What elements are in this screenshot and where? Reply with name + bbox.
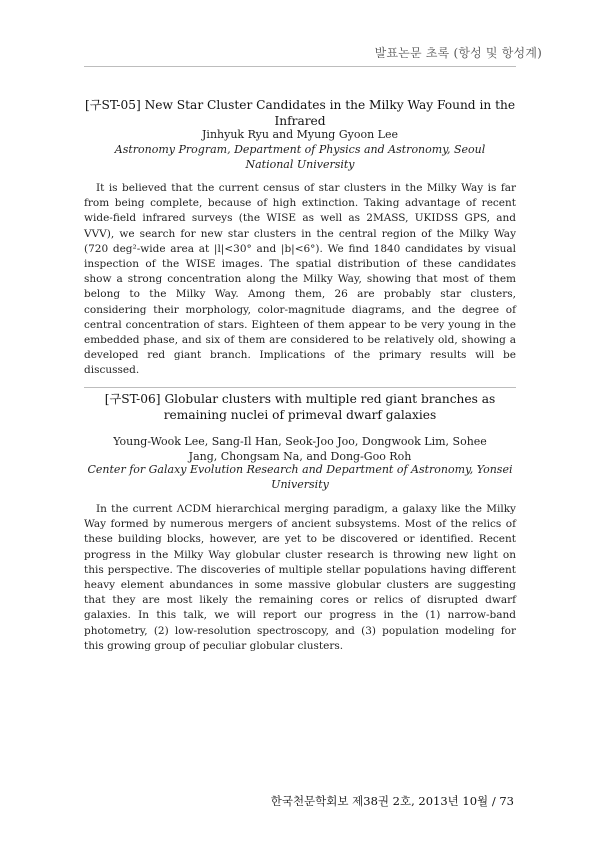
paper-title: [구ST-05] New Star Cluster Candidates in the Milky Way Found in the Infrared	[84, 98, 516, 128]
paper-affiliation: Center for Galaxy Evolution Research and Department of Astronomy, Yonsei University	[87, 463, 513, 491]
paper-affiliation: Astronomy Program, Department of Physics and Astronomy, Seoul National University	[114, 143, 486, 171]
paper-abstract: In the current ΛCDM hierarchical merging paradigm, a galaxy like the Milky Way formed by numerous mergers of ancient subsystems. Most of the relics of these building blocks, however, are yet to be discovered or identified. Recent progress in the Milky Way globular cluster research is throwing new light on this perspective. The discoveries of multiple stellar populations having different heavy element abundances in some massive globular clusters are suggesting that they are most likely the remaining cores or relics of disrupted dwarf galaxies. In this talk, we will report our progress in the (1) narrow-band photometry, (2) low-resolution spectroscopy, and (3) population modeling for this growing group of peculiar globular clusters.	[84, 503, 516, 652]
paper-authors: Jinhyuk Ryu and Myung Gyoon Lee	[202, 128, 398, 141]
journal-footer: 한국천문학회보 제38권 2호, 2013년 10월 / 73	[270, 794, 514, 808]
paper-authors: Young-Wook Lee, Sang-Il Han, Seok-Joo Joo, Dongwook Lim, Sohee Jang, Chongsam Na, and Dong-Goo Roh	[113, 435, 487, 463]
running-header: 발표논문 초록 (항성 및 항성계)	[374, 46, 542, 60]
paper-title: [구ST-06] Globular clusters with multiple red giant branches as remaining nuclei of primeval dwarf galaxies	[104, 392, 496, 422]
header-rule	[84, 66, 516, 67]
paper-abstract: It is believed that the current census of star clusters in the Milky Way is far from being complete, because of high extinction. Taking advantage of recent wide-field infrared surveys (the WISE as well as 2MASS, UKIDSS GPS, and VVV), we search for new star clusters in the central region of the Milky Way (720 deg²-wide area at |l|<30° and |b|<6°). We find 1840 candidates by visual inspection of the WISE images. The spatial distribution of these candidates show a strong concentration along the Milky Way, showing that most of them belong to the Milky Way. Among them, 26 are probably star clusters, considering their morphology, color-magnitude diagrams, and the degree of central concentration of stars. Eighteen of them appear to be very young in the embedded phase, and six of them are considered to be relatively old, showing a developed red giant branch. Implications of the primary results will be discussed.	[84, 182, 516, 377]
section-divider	[84, 387, 516, 388]
